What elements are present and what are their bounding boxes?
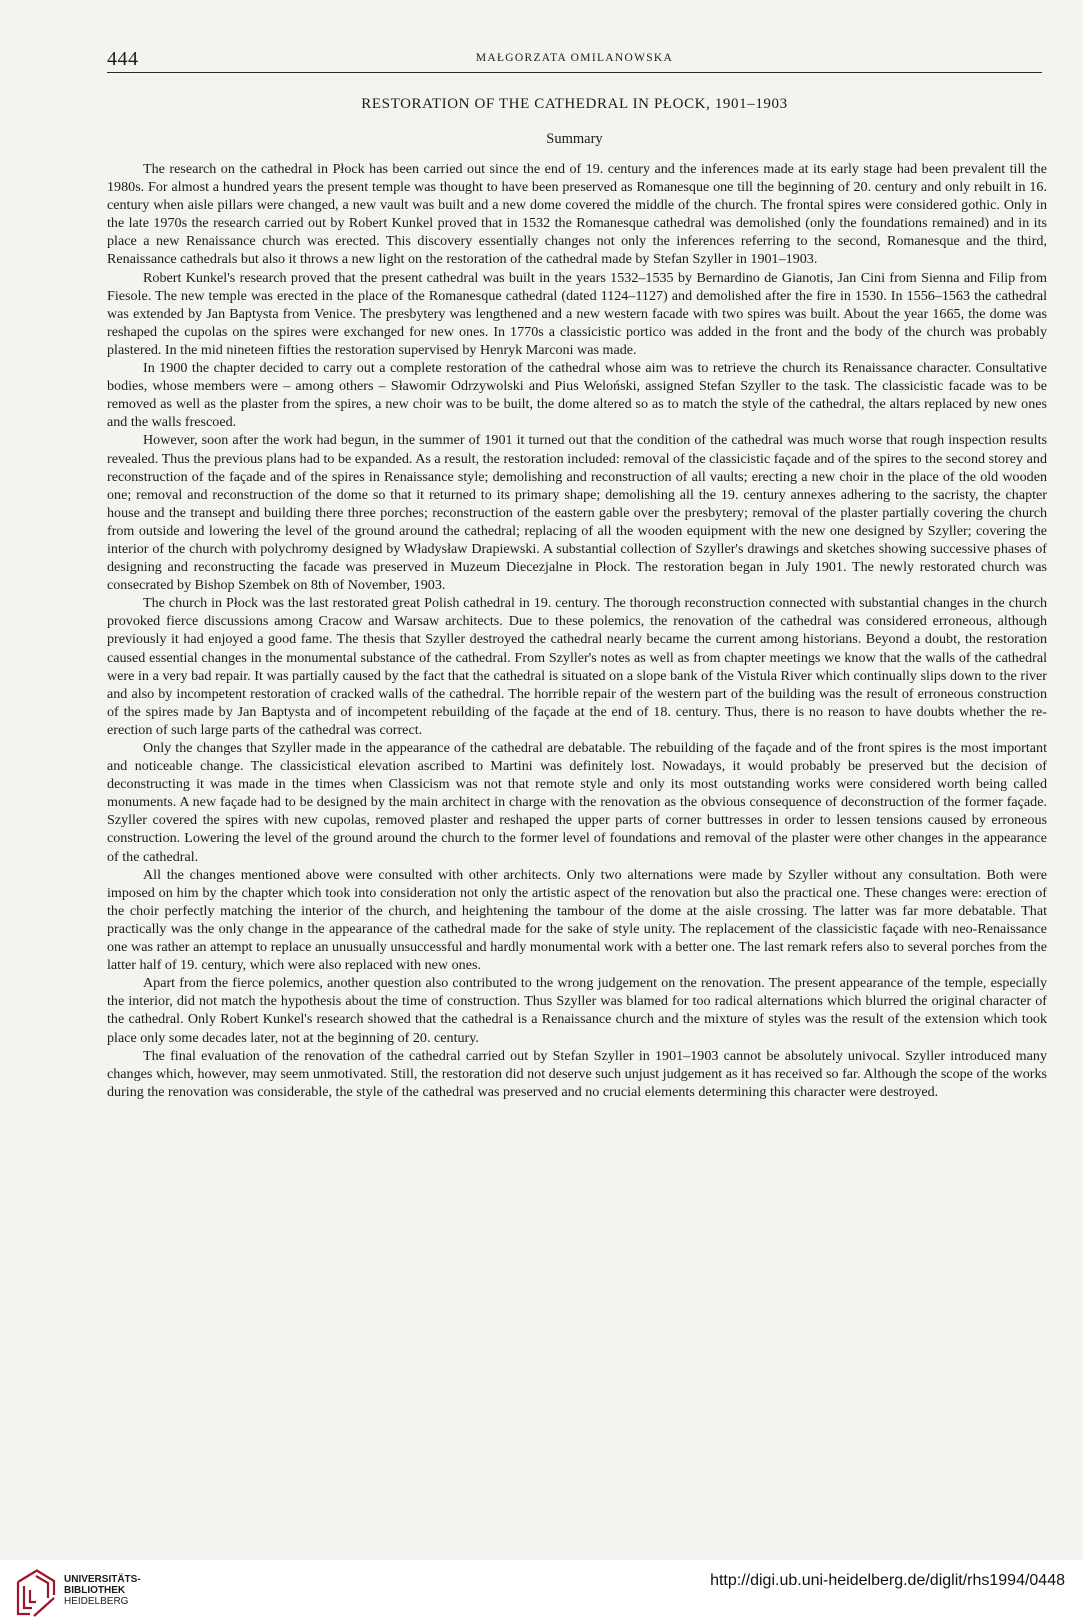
summary-body xyxy=(107,160,1047,1101)
paragraph: The final evaluation of the renovation of the cathedral carried out by Stefan Szyller in 1901–1903 cannot be absolutely univocal. Szyller introduced many changes which, however, may seem unmotivated. Still, the restoration did not deserve such unjust judgement as it has received so far. Although the scope of the works during the renovation was considerable, the style of the cathedral was preserved and no crucial elements determining this character were destroyed. xyxy=(107,1047,1047,1100)
paragraph: The church in Płock was the last restorated great Polish cathedral in 19. century. The thorough reconstruction connected with substantial changes in the church provoked fierce discussions among Cracow and Warsaw architects. Due to these polemics, the renovation of the cathedral was considered erroneous, although previously it had enjoyed a good fame. The thesis that Szyller destroyed the cathedral nearly became the current among historians. Beyond a doubt, the restoration caused essential changes in the monumental substance of the cathedral. From Szyller's notes as well as from chapter meetings we know that the walls of the cathedral were in a very bad repair. It was partially caused by the fact that the cathedral is situated on a slope bank of the Vistula River which continually slips down to the river and also by incompetent restoration of cracked walls of the cathedral. The horrible repair of the western part of the building was the result of erroneous construction of the spires made by Jan Baptysta and of incompetent rebuilding of the façade at the end of 18. century. Thus, there is no reason to have doubts whether the re-erection of such large parts of the cathedral was correct. xyxy=(107,595,1047,738)
footer-bar xyxy=(0,1560,1083,1622)
library-name xyxy=(64,1574,141,1607)
paragraph: Robert Kunkel's research proved that the present cathedral was built in the years 1532–1535 by Bernardino de Gianotis, Jan Cini from Sienna and Filip from Fiesole. The new temple was erected in the place of the Romanesque cathedral (dated 1124–1127) and demolished after the fire in 1530. In 1556–1563 the cathedral was extended by Jan Baptysta from Venice. The presbytery was lengthened and a new western facade with two spires was built. About the year 1665, the dome was reshaped the cupolas on the spires were exchanged for new ones. In 1770s a classicistic portico was added in the front and the body of the church was probably plastered. In the mid nineteen fifties the restoration supervised by Henryk Marconi was made. xyxy=(107,269,1047,358)
library-name-line: UNIVERSITÄTS- xyxy=(64,1574,141,1585)
paragraph: The research on the cathedral in Płock has been carried out since the end of 19. century and the inferences made at its early stage had been prevalent till the 1980s. For almost a hundred years the present temple was thought to have been preserved as Romanesque one till the beginning of 20. century and only rebuilt in 16. century when aisle pillars were changed, a new vault was built and a new dome covered the middle of the church. The frontal spires were considered gothic. Only in the late 1970s the research carried out by Robert Kunkel proved that in 1532 the Romanesque cathedral was demolished (only the foundations remained) and in its place a new Renaissance church was erected. This discovery essentially changes not only the inferences referring to the second, Romanesque and the third, Renaissance cathedrals but also it throws a new light on the restoration of the cathedral made by Stefan Szyller in 1901–1903. xyxy=(107,161,1047,268)
paragraph: Apart from the fierce polemics, another question also contributed to the wrong judgement on the renovation. The present appearance of the temple, especially the interior, did not match the hypothesis about the time of construction. Thus Szyller was blamed for too radical alternations which blurred the original character of the cathedral. Only Robert Kunkel's research showed that the cathedral is a Renaissance church and the mixture of styles was the result of the extension which took place only some decades later, not at the beginning of 20. century. xyxy=(107,975,1047,1046)
source-url-link[interactable]: http://digi.ub.uni-heidelberg.de/diglit/rhs1994/0448 xyxy=(710,1572,1065,1589)
page-number: 444 xyxy=(107,48,139,70)
page-header xyxy=(107,44,1042,73)
running-title: MAŁGORZATA OMILANOWSKA xyxy=(475,52,674,64)
paragraph: In 1900 the chapter decided to carry out a complete restoration of the cathedral whose aim was to retrieve the church its Renaissance character. Consultative bodies, whose members were – among others – Sławomir Odrzywolski and Pius Weloński, assigned Stefan Szyller to the task. The classicistic facade was to be removed as well as the plaster from the spires, a new choir was to be built, the dome altered so as to match the style of the cathedral, the altars replaced by new ones and the walls frescoed. xyxy=(107,360,1047,431)
library-name-line: HEIDELBERG xyxy=(64,1596,129,1607)
library-name-line: BIBLIOTHEK xyxy=(64,1585,126,1596)
paragraph: However, soon after the work had begun, in the summer of 1901 it turned out that the condition of the cathedral was much worse that rough inspection results revealed. Thus the previous plans had to be expanded. As a result, the restoration included: removal of the classicistic façade and of the spires to the second storey and reconstruction of the façade and of the spires in Renaissance style; demolishing and reconstruction of all vaults; erecting a new choir in the place of the old wooden one; removal and reconstruction of the dome so that it returned to its primary shape; demolishing all the 19. century annexes adhering to the sacristy, the chapter house and the transept and building there three porches; reconstruction of the eastern gable over the presbytery; removal of the plaster partially covering the church from outside and lowering the level of the ground around the cathedral; replacing of all the wooden equipment with the new one designed by Szyller; covering the interior of the church with polychromy designed by Władysław Drapiewski. A substantial collection of Szyller's drawings and sketches showing successive phases of designing and reconstructing the facade was preserved in Muzeum Diecezjalne in Płock. The restoration began in July 1901. The newly restorated church was consecrated by Bishop Szembek on 8th of November, 1903. xyxy=(107,432,1047,594)
article-title: RESTORATION OF THE CATHEDRAL IN PŁOCK, 1901–1903 xyxy=(361,96,788,112)
paragraph: All the changes mentioned above were consulted with other architects. Only two alternations were made by Szyller without any consultation. Both were imposed on him by the chapter which took into consideration not only the artistic aspect of the renovation but also the practical one. These changes were: erection of the choir perfectly matching the interior of the church, and heightening the tambour of the dome at the aisle crossing. The latter was far more debatable. That practically was the only change in the appearance of the cathedral made for the sake of style unity. The replacement of the classicistic façade with neo-Renaissance one was rather an attempt to replace an unusually unsuccessful and hardly monumental work with a better one. The last remark refers also to several porches from the latter half of 19. century, which were also replaced with new ones. xyxy=(107,866,1047,974)
article-subtitle: Summary xyxy=(546,131,603,147)
paragraph: Only the changes that Szyller made in the appearance of the cathedral are debatable. The rebuilding of the façade and of the front spires is the most important and noticeable change. The classicistical elevation ascribed to Martini was definitely lost. Nowadays, it would probably be preserved but the decision of deconstructing it was made in the times when Classicism was not that remote style and only its most outstanding works were considered worth being called monuments. A new façade had to be designed by the main architect in charge with the renovation as the obvious consequence of deconstruction of the former façade. Szyller covered the spires with new cupolas, removed plaster and reshaped the upper parts of corner buttresses in order to lessen tensions caused by erroneous construction. Lowering the level of the ground around the church to the former level of foundations and removal of the plaster were other changes in the appearance of the cathedral. xyxy=(107,740,1047,865)
library-logo-icon xyxy=(14,1568,58,1618)
